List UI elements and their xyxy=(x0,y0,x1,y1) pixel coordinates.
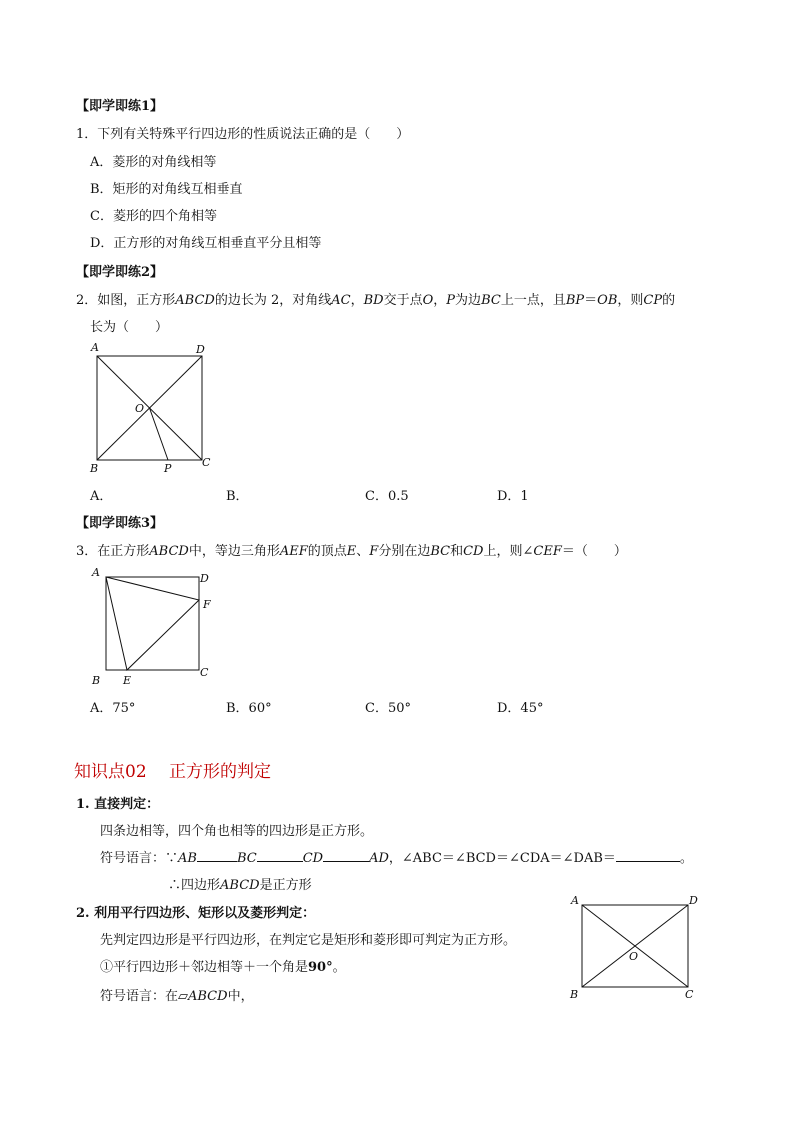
label-c: C xyxy=(685,988,694,1001)
label-f: F xyxy=(203,598,211,611)
label-e: E xyxy=(123,674,132,687)
judge2-item1: ①平行四边形＋邻边相等＋一个角是90°。 xyxy=(100,960,346,975)
judge1-text: 四条边相等，四个角也相等的四边形是正方形。 xyxy=(100,824,374,839)
practice1-option-a: A．菱形的对角线相等 xyxy=(90,155,217,170)
label-d: D xyxy=(200,572,209,585)
practice3-option-b: B．60° xyxy=(226,701,272,716)
judge1-heading: 1. 直接判定： xyxy=(76,797,160,812)
practice2-option-a: A． xyxy=(90,489,113,504)
practice3-tag: 【即学即练3】 xyxy=(76,516,164,531)
practice2-option-d: D．1 xyxy=(497,489,529,504)
section-title: 知识点02 正方形的判定 xyxy=(74,762,272,782)
label-a: A xyxy=(571,894,579,907)
practice1-tag: 【即学即练1】 xyxy=(76,99,164,114)
practice1-option-d: D．正方形的对角线互相垂直平分且相等 xyxy=(90,236,322,251)
practice3-option-d: D．45° xyxy=(497,701,544,716)
judge2-heading: 2. 利用平行四边形、矩形以及菱形判定： xyxy=(76,906,316,921)
judge1-symbol: 符号语言：∵AB BC CD AD，∠ABC＝∠BCD＝∠CDA＝∠DAB＝ 。 xyxy=(100,851,693,866)
label-d: D xyxy=(689,894,698,907)
practice1-question: 1．下列有关特殊平行四边形的性质说法正确的是（ ） xyxy=(76,127,410,142)
label-o: O xyxy=(135,402,145,415)
practice2-tag: 【即学即练2】 xyxy=(76,265,164,280)
label-a: A xyxy=(92,566,100,579)
label-b: B xyxy=(570,988,579,1001)
practice2-option-b: B． xyxy=(226,489,249,504)
square-abcd xyxy=(106,577,199,670)
label-c: C xyxy=(200,666,209,679)
practice3-option-a: A．75° xyxy=(90,701,136,716)
judge2-figure xyxy=(565,890,710,1005)
label-d: D xyxy=(196,343,205,356)
practice1-option-b: B．矩形的对角线互相垂直 xyxy=(90,182,243,197)
practice1-option-c: C．菱形的四个角相等 xyxy=(90,209,217,224)
triangle-aef xyxy=(106,577,199,670)
label-c: C xyxy=(202,456,211,469)
practice2-figure xyxy=(85,338,220,478)
label-b: B xyxy=(92,674,101,687)
practice3-figure xyxy=(85,562,220,692)
practice3-question: 3．在正方形ABCD中，等边三角形AEF的顶点E、F分别在边BC和CD上，则∠CEF＝（ ） xyxy=(76,544,627,559)
label-b: B xyxy=(90,462,99,475)
label-p: P xyxy=(164,462,172,475)
practice2-question-line2: 长为（ ） xyxy=(90,320,169,335)
judge1-conclusion: ∴四边形ABCD是正方形 xyxy=(168,878,312,893)
judge2-symbol: 符号语言：在▱ABCD中， xyxy=(100,989,254,1004)
judge2-text: 先判定四边形是平行四边形，在判定它是矩形和菱形即可判定为正方形。 xyxy=(100,933,517,948)
practice2-question: 2．如图，正方形ABCD的边长为 2，对角线AC，BD交于点O，P为边BC上一点，且BP＝OB，则CP的 xyxy=(76,293,676,308)
practice3-option-c: C．50° xyxy=(365,701,411,716)
practice2-option-c: C．0.5 xyxy=(365,489,409,504)
label-o: O xyxy=(629,950,639,963)
segment-op xyxy=(150,408,169,460)
label-a: A xyxy=(91,341,99,354)
